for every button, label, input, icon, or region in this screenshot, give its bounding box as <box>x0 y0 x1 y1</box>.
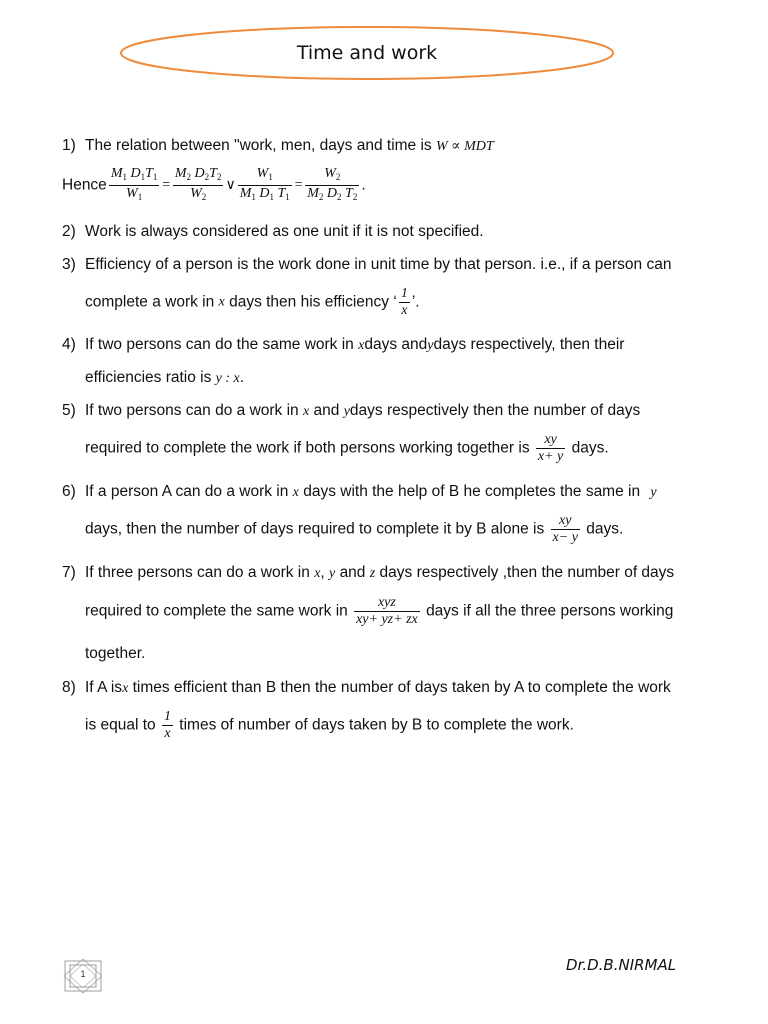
item-number: 1) <box>62 137 76 154</box>
proportional-formula: W ∝ MDT <box>435 139 494 154</box>
item-7-comma: , <box>320 564 325 581</box>
var-y: y <box>329 566 336 581</box>
item-number: 3) <box>62 256 76 273</box>
item-8-text-b: times efficient than B then the number of days taken by A to complete the work <box>132 679 671 696</box>
fraction-1-over-x: $\frac{1}{x}$ <box>163 709 171 741</box>
item-5-text-c: days respectively then the number of days <box>349 402 641 419</box>
item-number: 7) <box>62 564 76 581</box>
var-y: y <box>343 404 350 419</box>
author-signature: Dr.D.B.NIRMAL <box>566 956 677 974</box>
hence-line: Hence $\frac{M_1 D_1T_1}{W_1}$ = $\frac{M_2 D_2T_2}{W_2}$ ∨ $\frac{W_1}{M_1 D_1 T_1}$ = $\frac{W_2}{M_2 D_2 T_2}$ . <box>62 166 366 205</box>
page-title: Time and work <box>296 42 438 64</box>
item-1-text: The relation between "work, men, days and time is <box>85 137 432 154</box>
item-8-text-a: If A is <box>85 679 123 696</box>
item-7-text-a: If three persons can do a work in <box>85 564 310 581</box>
item-4-text-c: days respectively, then their <box>433 336 625 353</box>
item-6-text-a: If a person A can do a work in <box>85 483 289 500</box>
item-4-text-b: days and <box>364 336 428 353</box>
item-6-line2 <box>85 513 623 546</box>
page-number: 1 <box>80 969 86 979</box>
item-number: 4) <box>62 336 76 353</box>
item-6-line1 <box>85 483 657 501</box>
item-number: 2) <box>62 223 76 240</box>
item-5-text-b: and <box>313 402 340 419</box>
item-7-line2 <box>85 595 673 628</box>
item-number: 5) <box>62 402 76 419</box>
item-3-line2: complete a work in x days then his efficiency ‘ $\frac{1}{x}$ ’. <box>85 286 420 318</box>
item-7-text-e: days if all the three persons working <box>426 602 674 620</box>
item-3-line1: Efficiency of a person is the work done in unit time by that person. i.e., if a person can <box>85 256 672 273</box>
var-z: z <box>369 566 376 581</box>
item-4-line1 <box>85 336 624 354</box>
item-5-text-d: required to complete the work if both persons working together is <box>85 439 530 457</box>
hence-label: Hence <box>62 176 107 194</box>
item-5-text-a: If two persons can do a work in <box>85 402 299 419</box>
item-8-line2 <box>85 709 574 742</box>
item-1-line <box>85 137 494 155</box>
item-number: 8) <box>62 679 76 696</box>
item-number: 6) <box>62 483 76 500</box>
item-6-text-d: days. <box>586 520 624 538</box>
item-6-text-c: days, then the number of days required to complete it by B alone is <box>85 520 545 538</box>
item-7-text-c: days respectively ,then the number of days <box>379 564 675 581</box>
fraction-1-over-x: $\frac{1}{x}$ <box>400 286 408 318</box>
var-x: x <box>122 681 129 696</box>
fraction-xy-over-x-plus-y: $\frac{xy}{x+ y}$ <box>537 432 564 464</box>
title-banner <box>118 24 616 82</box>
var-x: x <box>218 294 225 310</box>
item-7-line3: together. <box>85 645 146 662</box>
item-5-line1 <box>85 402 640 420</box>
ratio-y-x: y : x <box>215 371 240 386</box>
item-7-line1 <box>85 564 674 582</box>
equals-sign: = <box>161 177 171 193</box>
item-7-text-d: required to complete the same work in <box>85 602 348 620</box>
fraction-xyz-over-sum: $\frac{\text{xyz}}{xy+ yz+ zx}$ <box>356 595 418 627</box>
item-7-text-b: and <box>339 564 366 581</box>
or-symbol: ∨ <box>225 178 236 193</box>
equals-sign: = <box>293 177 304 193</box>
item-3-text-b: days then his efficiency <box>229 293 390 311</box>
var-x: x <box>358 338 365 353</box>
fraction-w1-m1d1t1: $\frac{W_1}{M_1 D_1 T_1}$ <box>239 166 290 202</box>
item-4-line2: efficiencies ratio is y : x. <box>85 369 245 386</box>
var-x: x <box>302 404 310 419</box>
page-number-badge <box>62 958 104 994</box>
fraction-xy-over-x-minus-y: $\frac{xy}{x- y}$ <box>552 513 578 545</box>
item-4-text-a: If two persons can do the same work in <box>85 336 354 353</box>
var-y: y <box>427 338 434 353</box>
fraction-m2d2t2-w2: $\frac{M_2 D_2T_2}{W_2}$ <box>174 166 222 202</box>
item-8-text-c: is equal to <box>85 716 156 734</box>
var-x: x <box>292 485 299 500</box>
item-2-text: Work is always considered as one unit if it is not specified. <box>85 223 484 240</box>
fraction-w2-m2d2t2: $\frac{W_2}{M_2 D_2 T_2}$ <box>307 166 358 202</box>
item-5-line2 <box>85 432 609 465</box>
fraction-m1d1t1-w1: $\frac{M_1 D_1T_1}{W_1}$ <box>110 166 158 202</box>
item-4-text-d: efficiencies ratio is <box>85 369 212 386</box>
var-y: y <box>650 485 657 500</box>
item-5-text-e: days. <box>571 439 609 457</box>
var-x: x <box>314 566 321 581</box>
item-8-line1 <box>85 679 671 697</box>
item-8-text-d: times of number of days taken by B to complete the work. <box>179 716 574 734</box>
item-3-text-a: complete a work in <box>85 293 215 311</box>
item-6-text-b: days with the help of B he completes the same in <box>303 483 641 500</box>
